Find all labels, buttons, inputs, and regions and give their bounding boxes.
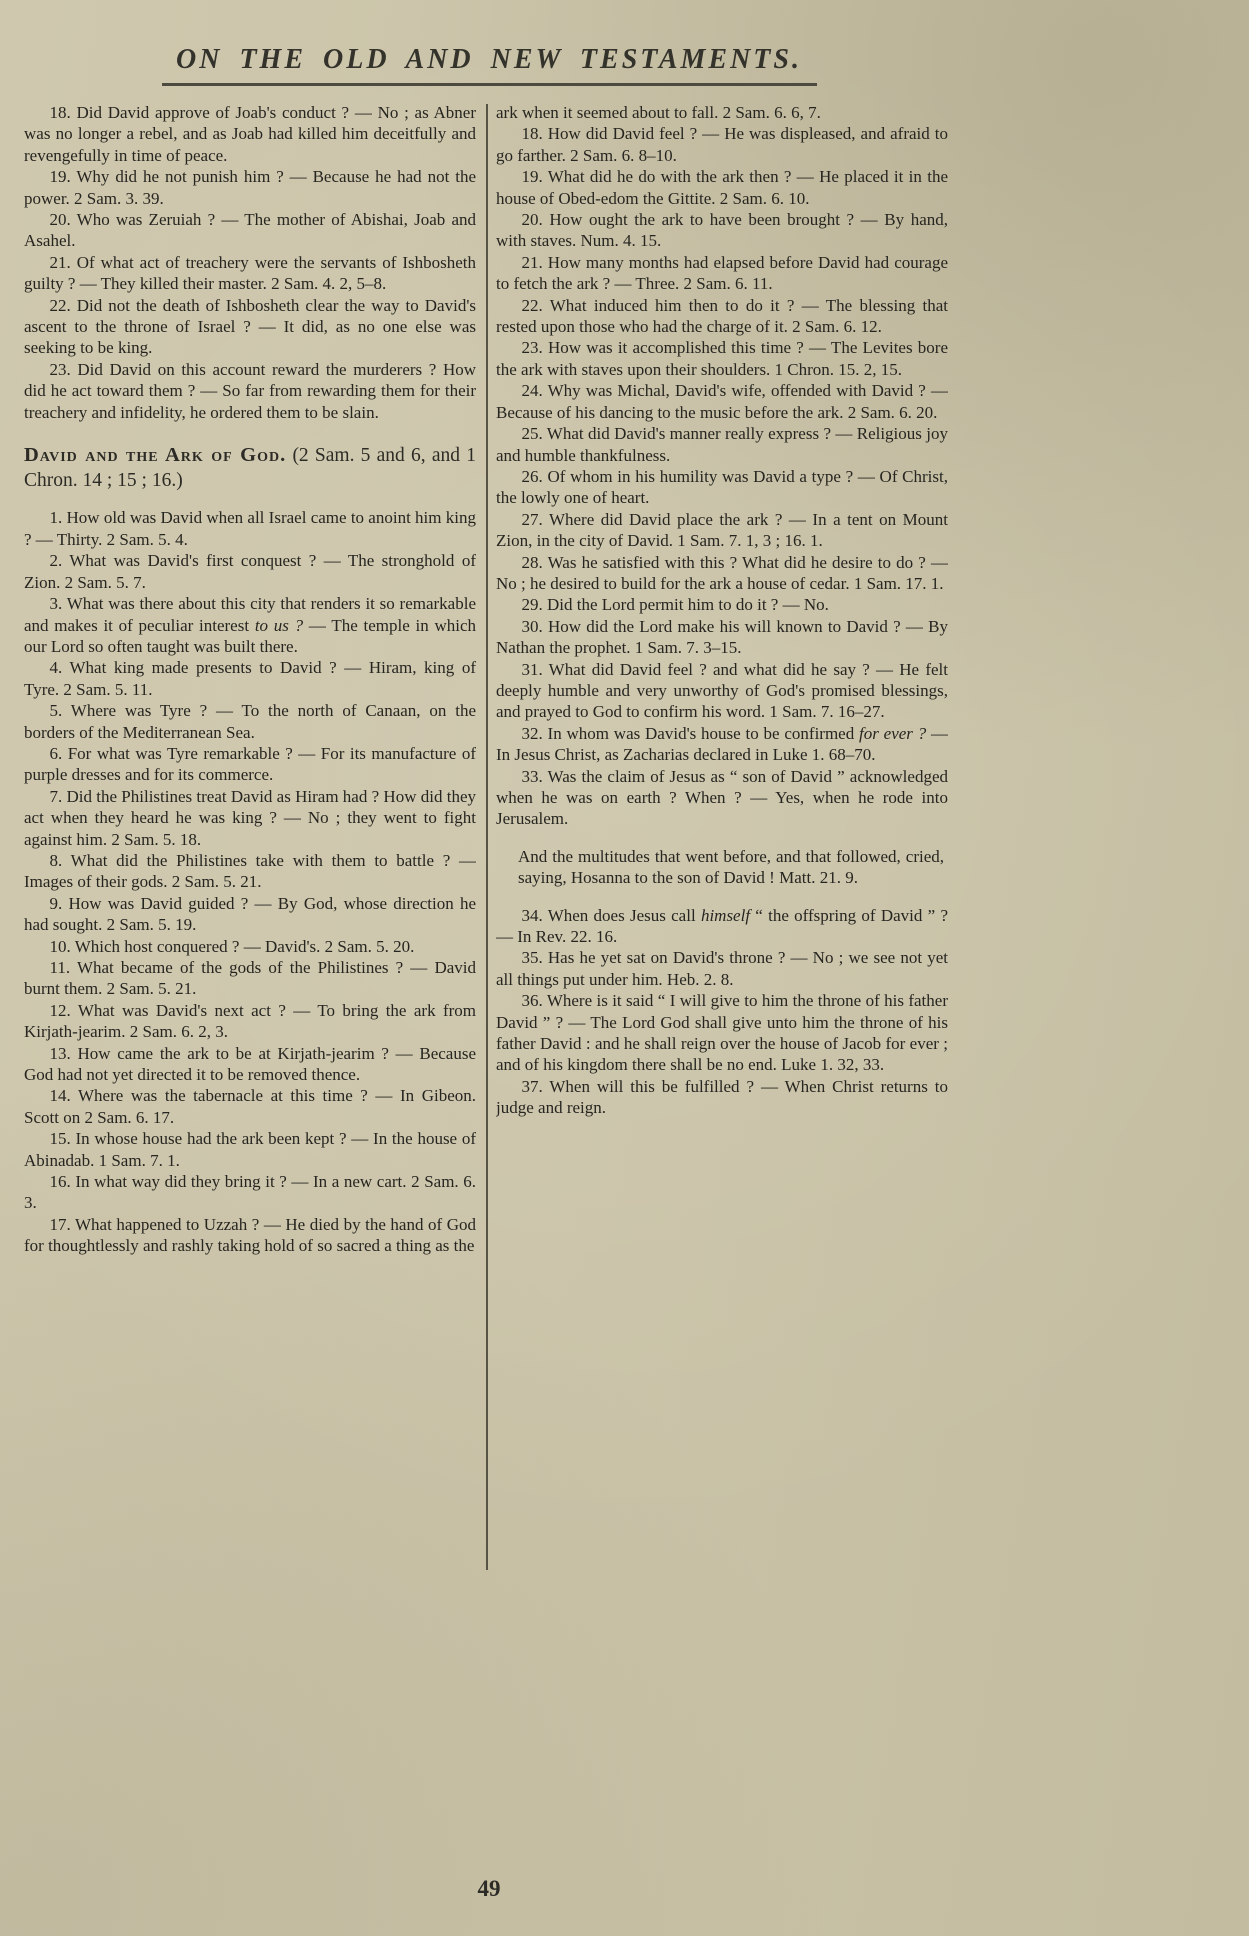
qa-paragraph: 13. How came the ark to be at Kirjath-jearim ? — Because God had not yet directed it to be removed thence. — [24, 1043, 476, 1085]
qa-paragraph: 10. Which host conquered ? — David's. 2 Sam. 5. 20. — [49, 936, 415, 956]
qa-paragraph: 16. In what way did they bring it ? — In a new cart. 2 Sam. 6. 3. — [24, 1172, 476, 1213]
qa-paragraph: 23. How was it accomplished this time ? — The Levites bore the ark with staves upon their shoulders. 1 Chron. 15. 2, 15. — [496, 338, 948, 379]
qa-paragraph: 28. Was he satisfied with this ? What did he desire to do ? — No ; he desired to build for the ark a house of cedar. 1 Sam. 17. 1. — [496, 552, 948, 593]
qa-paragraph: 11. What became of the gods of the Philistines ? — David burnt them. 2 Sam. 5. 21. — [24, 958, 476, 999]
qa-paragraph: 15. In whose house had the ark been kept ? — In the house of Abinadab. 1 Sam. 7. 1. — [24, 1129, 476, 1170]
qa-paragraph: 21. How many months had elapsed before David had courage to fetch the ark ? — Three. 2 Sam. 6. 11. — [496, 252, 948, 294]
qa-paragraph: 24. Why was Michal, David's wife, offended with David ? — Because of his dancing to the music before the ark. 2 Sam. 6. 20. — [496, 381, 948, 422]
qa-paragraph: 31. What did David feel ? and what did he say ? — He felt deeply humble and very unworthy of God's promised blessings, and prayed to God to confirm his word. 1 Sam. 7. 16–27. — [496, 659, 948, 722]
qa-paragraph: 14. Where was the tabernacle at this time ? — In Gibeon. Scott on 2 Sam. 6. 17. — [24, 1086, 476, 1127]
qa-paragraph: 26. Of whom in his humility was David a type ? — Of Christ, the lowly one of heart. — [496, 466, 948, 508]
qa-paragraph: 4. What king made presents to David ? — Hiram, king of Tyre. 2 Sam. 5. 11. — [24, 658, 476, 699]
qa-paragraph: 2. What was David's first conquest ? — The stronghold of Zion. 2 Sam. 5. 7. — [24, 551, 476, 592]
qa-paragraph: 5. Where was Tyre ? — To the north of Canaan, on the borders of the Mediterranean Sea. — [24, 701, 476, 742]
qa-paragraph: 35. Has he yet sat on David's throne ? — No ; we see not yet all things put under him. Heb. 2. 8. — [496, 948, 948, 989]
qa-paragraph: 12. What was David's next act ? — To bring the ark from Kirjath-jearim. 2 Sam. 6. 2, 3. — [24, 1000, 476, 1042]
qa-paragraph: 33. Was the claim of Jesus as “ son of David ” acknowledged when he was on earth ? When ? — Yes, when he rode into Jerusalem. — [496, 766, 948, 829]
qa-paragraph: 18. Did David approve of Joab's conduct ? — No ; as Abner was no longer a rebel, and as Joab had killed him deceitfully and revengefully in time of peace. — [24, 103, 476, 165]
qa-paragraph: 27. Where did David place the ark ? — In a tent on Mount Zion, in the city of David. 1 Sam. 7. 1, 3 ; 16. 1. — [496, 509, 948, 551]
qa-paragraph: 17. What happened to Uzzah ? — He died by the hand of God for thoughtlessly and rashly taking hold of so sacred a thing as the — [24, 1214, 476, 1256]
qa-paragraph: 6. For what was Tyre remarkable ? — For its manufacture of purple dresses and for its commerce. — [24, 743, 476, 785]
column-divider — [486, 104, 488, 1570]
qa-paragraph: 22. What induced him then to do it ? — The blessing that rested upon those who had the charge of it. 2 Sam. 6. 12. — [496, 295, 948, 337]
qa-paragraph: 20. How ought the ark to have been brought ? — By hand, with staves. Num. 4. 15. — [496, 210, 948, 251]
qa-paragraph: 29. Did the Lord permit him to do it ? — No. — [521, 595, 829, 615]
section-heading: David and the Ark of God. (2 Sam. 5 and 6, and 1 Chron. 14 ; 15 ; 16.) — [24, 444, 476, 491]
qa-paragraph: 19. Why did he not punish him ? — Because he had not the power. 2 Sam. 3. 39. — [24, 167, 476, 208]
qa-paragraph: 7. Did the Philistines treat David as Hiram had ? How did they act when they heard he was king ? — No ; they went to fight against him. 2 Sam. 5. 18. — [24, 786, 476, 849]
qa-paragraph: 1. How old was David when all Israel came to anoint him king ? — Thirty. 2 Sam. 5. 4. — [24, 508, 476, 549]
qa-paragraph: 23. Did David on this account reward the murderers ? How did he act toward them ? — So far from rewarding them for their treachery and infidelity, he ordered them to be slain. — [24, 359, 476, 422]
qa-paragraph: 18. How did David feel ? — He was displeased, and afraid to go farther. 2 Sam. 6. 8–10. — [496, 124, 948, 165]
qa-paragraph: 8. What did the Philistines take with them to battle ? — Images of their gods. 2 Sam. 5. 21. — [24, 850, 476, 892]
qa-paragraph: 22. Did not the death of Ishbosheth clear the way to David's ascent to the throne of Israel ? — It did, as no one else was seeking to be king. — [24, 295, 476, 358]
qa-paragraph: 36. Where is it said “ I will give to him the throne of his father David ” ? — The Lord God shall give unto him the throne of his father David : and he shall reign over the house of Jacob for ever ; and of his kingdom there shall be no end. Luke 1. 32, 33. — [496, 991, 948, 1075]
qa-paragraph: 19. What did he do with the ark then ? — He placed it in the house of Obed-edom the Gittite. 2 Sam. 6. 10. — [496, 167, 948, 208]
running-head: ON THE OLD AND NEW TESTAMENTS. — [176, 44, 802, 75]
qa-paragraph: 37. When will this be fulfilled ? — When Christ returns to judge and reign. — [496, 1076, 948, 1118]
left-column — [24, 102, 476, 1582]
qa-paragraph: 9. How was David guided ? — By God, whose direction he had sought. 2 Sam. 5. 19. — [24, 893, 476, 935]
qa-paragraph: 20. Who was Zeruiah ? — The mother of Abishai, Joab and Asahel. — [24, 210, 476, 251]
right-column — [496, 102, 948, 1582]
qa-paragraph: 3. What was there about this city that renders it so remarkable and makes it of peculiar interest to us ? — The temple in which our Lord so often taught was built there. — [24, 594, 476, 656]
continuation-paragraph: ark when it seemed about to fall. 2 Sam. 6. 6, 7. — [496, 103, 821, 122]
text-block — [24, 102, 962, 1582]
scripture-quote: And the multitudes that went before, and that followed, cried, saying, Hosanna to the son of David ! Matt. 21. 9. — [518, 846, 944, 888]
section-heading-title: David and the Ark of God. — [24, 444, 287, 467]
qa-paragraph: 34. When does Jesus call himself “ the offspring of David ” ? — In Rev. 22. 16. — [496, 905, 948, 947]
qa-paragraph: 32. In whom was David's house to be confirmed for ever ? — In Jesus Christ, as Zacharias declared in Luke 1. 68–70. — [496, 723, 948, 765]
page-number: 49 — [477, 1876, 501, 1901]
qa-paragraph: 21. Of what act of treachery were the servants of Ishbosheth guilty ? — They killed their master. 2 Sam. 4. 2, 5–8. — [24, 252, 476, 294]
header-rule — [162, 83, 817, 86]
qa-paragraph: 25. What did David's manner really express ? — Religious joy and humble thankfulness. — [496, 424, 948, 465]
qa-paragraph: 30. How did the Lord make his will known to David ? — By Nathan the prophet. 1 Sam. 7. 3–15. — [496, 616, 948, 658]
